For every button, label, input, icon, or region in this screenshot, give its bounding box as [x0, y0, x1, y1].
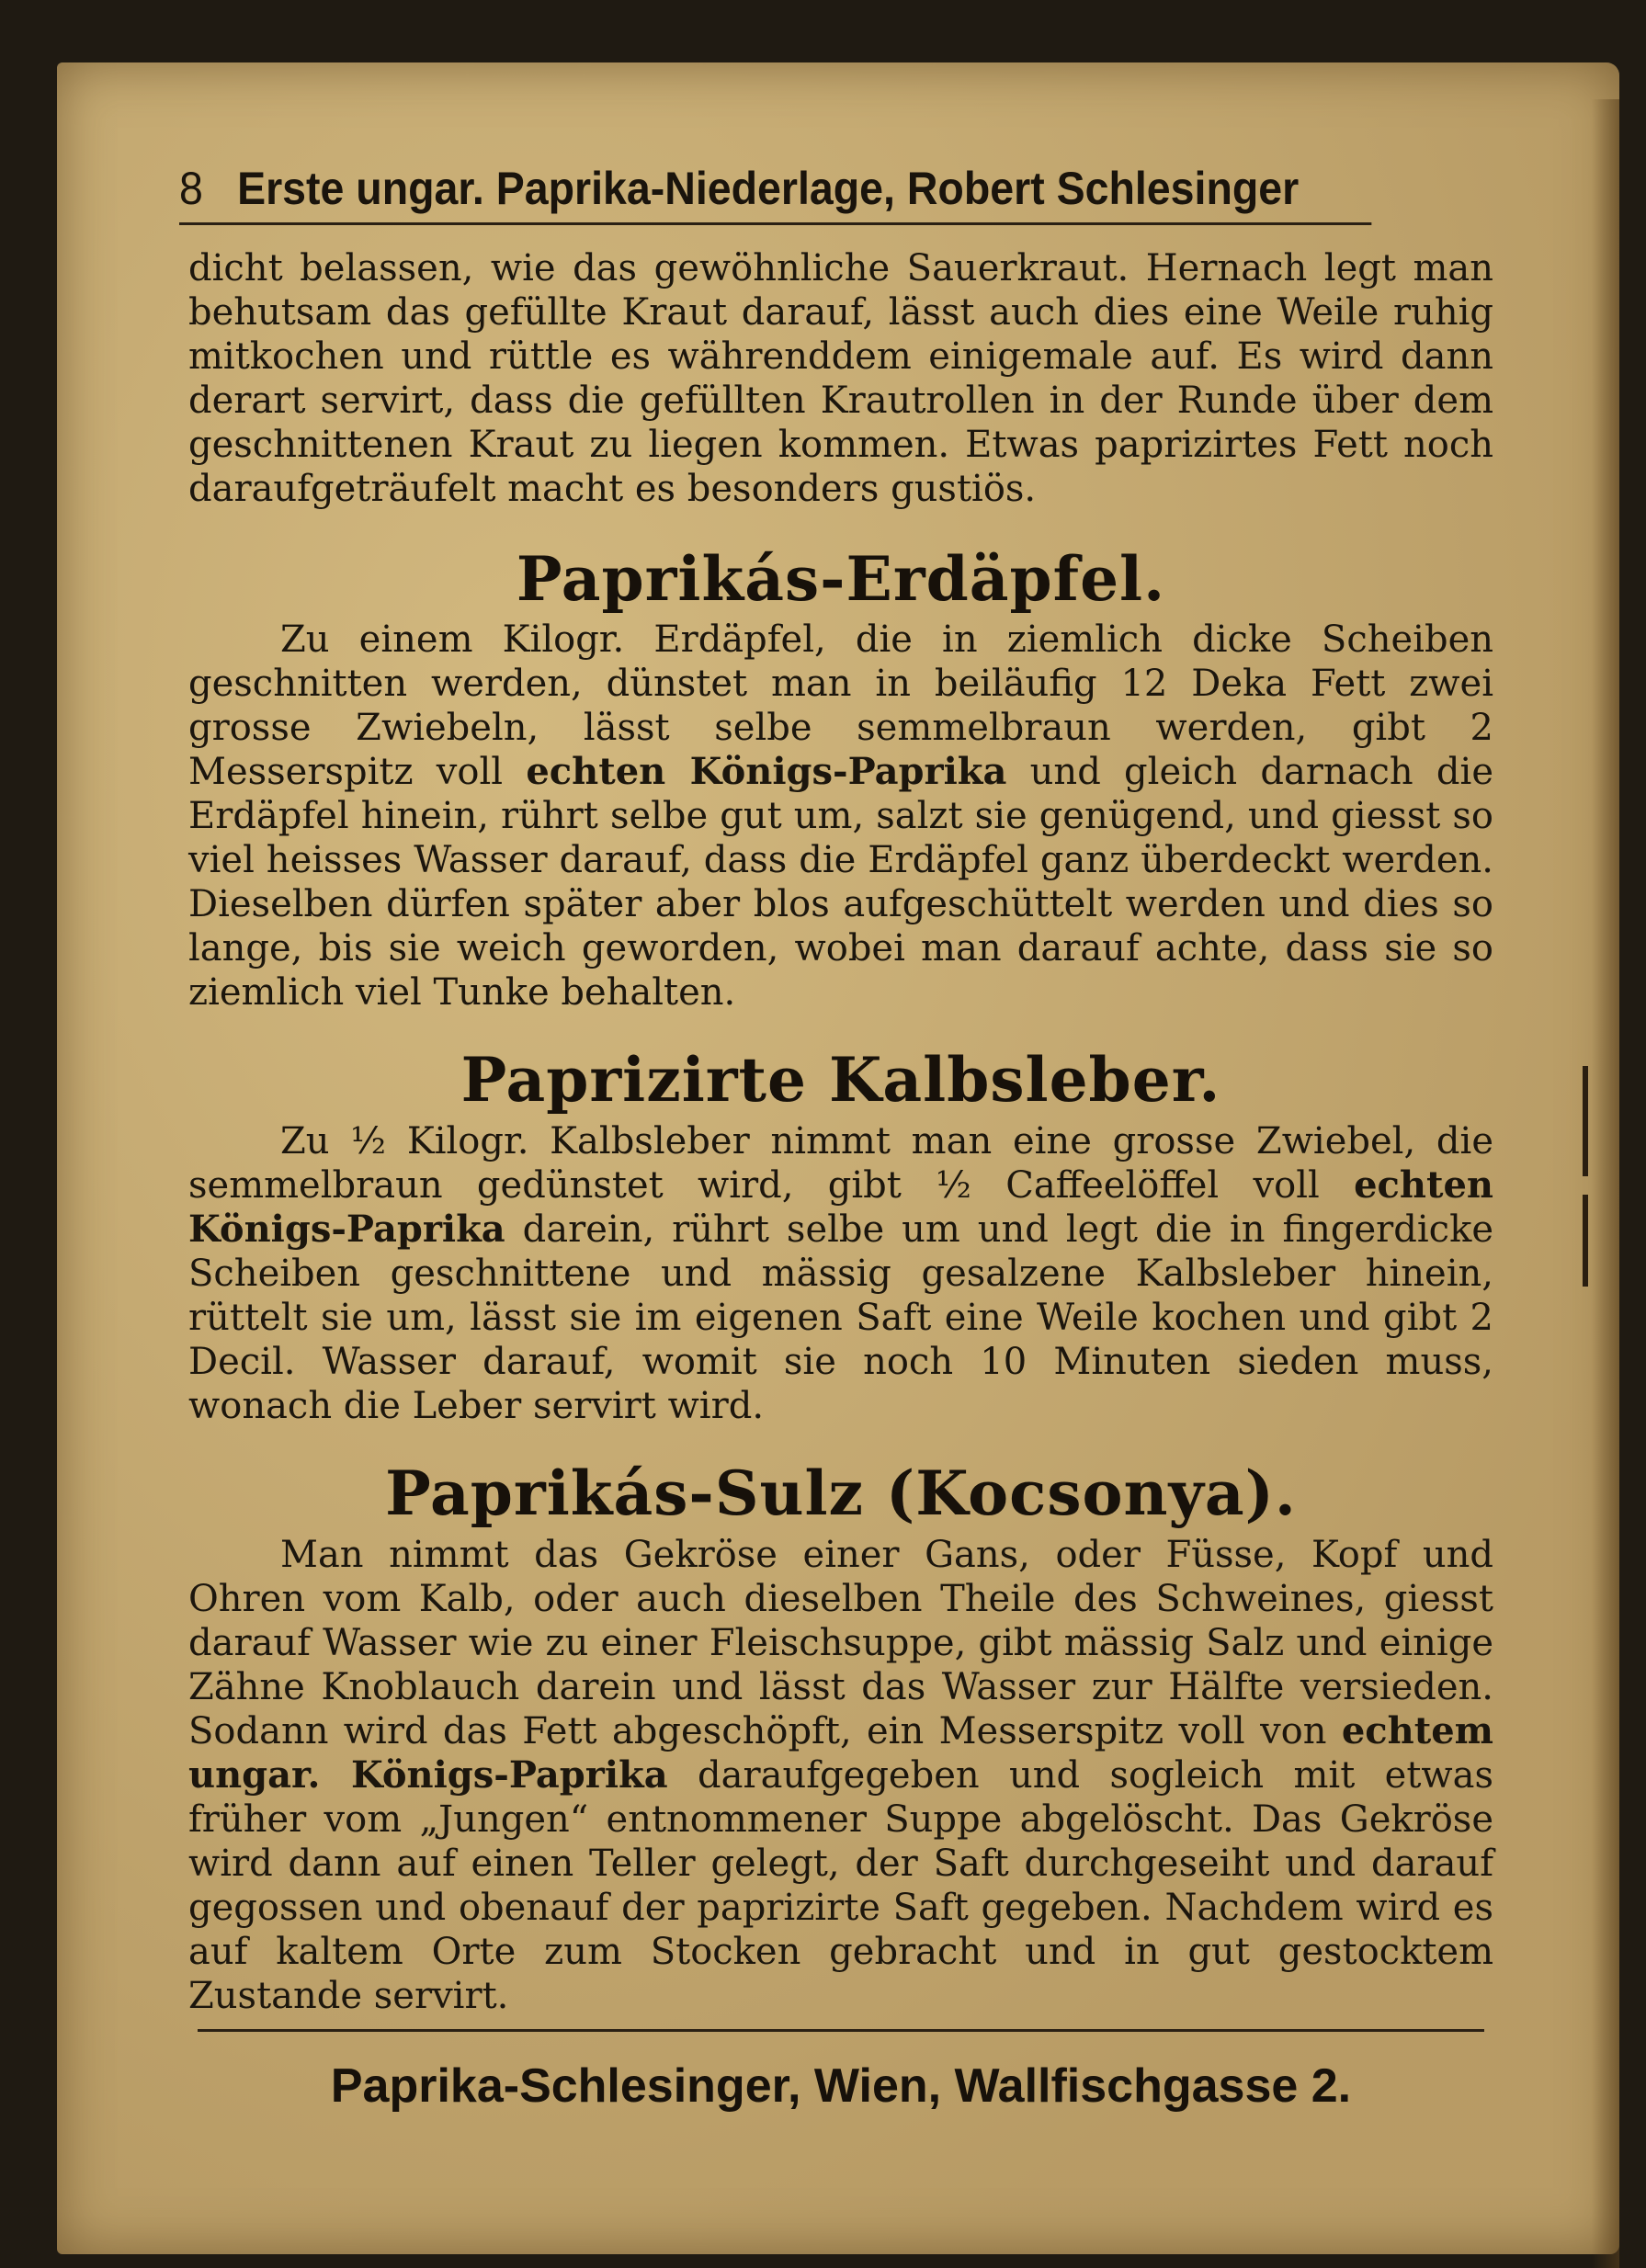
recipe-paragraph [188, 618, 1493, 1015]
recipe-text: Zu einem Kilogr. Erdäpfel, die in ziemlich dicke Scheiben geschnitten werden, dünstet man in beiläufig 12 Deka Fett zwei grosse Zwiebeln, lässt selbe semmelbraun werden, gibt 2 Messerspitz voll [188, 618, 1493, 793]
intro-paragraph-block [188, 246, 1493, 511]
recipe-emphasis: echten Königs-Paprika [188, 1163, 1493, 1251]
recipe-title: Paprikás-Erdäpfel. [516, 543, 1166, 615]
recipe-paragraph [188, 1119, 1493, 1428]
page-edge-shadow [1592, 99, 1619, 2268]
recipe-text: und gleich darnach die Erdäpfel hinein, rührt selbe gut um, salzt sie genügend, und giesst so viel heisses Wasser darauf, dass die Erdäpfel ganz überdeckt werden. Dieselben dürfen später aber blos aufgeschüttelt werden und dies so lange, bis sie weich geworden, wobei man darauf achte, dass sie so ziemlich viel Tunke behalten. [188, 751, 1494, 1014]
running-header [179, 154, 1371, 225]
intro-paragraph: dicht belassen, wie das gewöhnliche Sauerkraut. Hernach legt man behutsam das gefüllte Kraut darauf, lässt auch dies eine Weile ruhig mitkochen und rüttle es währenddem einigemale auf. Es wird dann derart servirt, dass die gefüllten Krautrollen in der Runde über dem geschnittenen Kraut zu liegen kommen. Etwas paprizirtes Fett noch daraufgeträufelt macht es besonders gustiös. [188, 247, 1493, 510]
recipe-text: Zu ½ Kilogr. Kalbsleber nimmt man eine grosse Zwiebel, die semmelbraun gedünstet wird, gibt ½ Caffeelöffel voll [188, 1120, 1493, 1207]
recipe-emphasis: echtem ungar. Königs-Paprika [188, 1709, 1493, 1797]
recipe-text: darein, rührt selbe um und legt die in fingerdicke Scheiben geschnittene und mässig gesalzene Kalbsleber hinein, rüttelt sie um, lässt sie im eigenen Saft eine Weile kochen und gibt 2 Decil. Wasser darauf, womit sie noch 10 Minuten sieden muss, wonach die Leber servirt wird. [188, 1208, 1493, 1427]
footer-imprint: Paprika-Schlesinger, Wien, Wallfischgasse 2. [330, 2059, 1352, 2113]
recipe-body [188, 618, 1493, 1015]
page-number: 8 [179, 163, 203, 214]
recipe-title: Paprikás-Sulz (Kocsonya). [385, 1457, 1297, 1529]
binding-thread [1583, 1195, 1588, 1287]
recipe-title: Paprizirte Kalbsleber. [460, 1044, 1221, 1116]
recipe-paragraph [188, 1533, 1493, 2018]
recipe-body [188, 1119, 1493, 1428]
recipe-body [188, 1533, 1493, 2018]
header-title: Erste ungar. Paprika-Niederlage, Robert Schlesinger [237, 163, 1300, 214]
recipe-text: daraufgegeben und sogleich mit etwas früher vom „Jungen“ entnommener Suppe abgelöscht. Das Gekröse wird dann auf einen Teller gelegt, der Saft durchgeseiht und darauf gegossen und obenauf der paprizirte Saft gegeben. Nachdem wird es auf kaltem Orte zum Stocken gebracht und in gut gestocktem Zustande servirt. [188, 1754, 1494, 2017]
binding-thread [1583, 1066, 1588, 1176]
footer-divider [198, 2029, 1484, 2032]
recipe-emphasis: echten Königs-Paprika [526, 750, 1007, 793]
recipe-text: Man nimmt das Gekröse einer Gans, oder Füsse, Kopf und Ohren vom Kalb, oder auch dieselben Theile des Schweines, giesst darauf Wasser wie zu einer Fleischsuppe, gibt mässig Salz und einige Zähne Knoblauch darein und lässt das Wasser zur Hälfte versieden. Sodann wird das Fett abgeschöpft, ein Messerspitz voll von [188, 1534, 1493, 1752]
